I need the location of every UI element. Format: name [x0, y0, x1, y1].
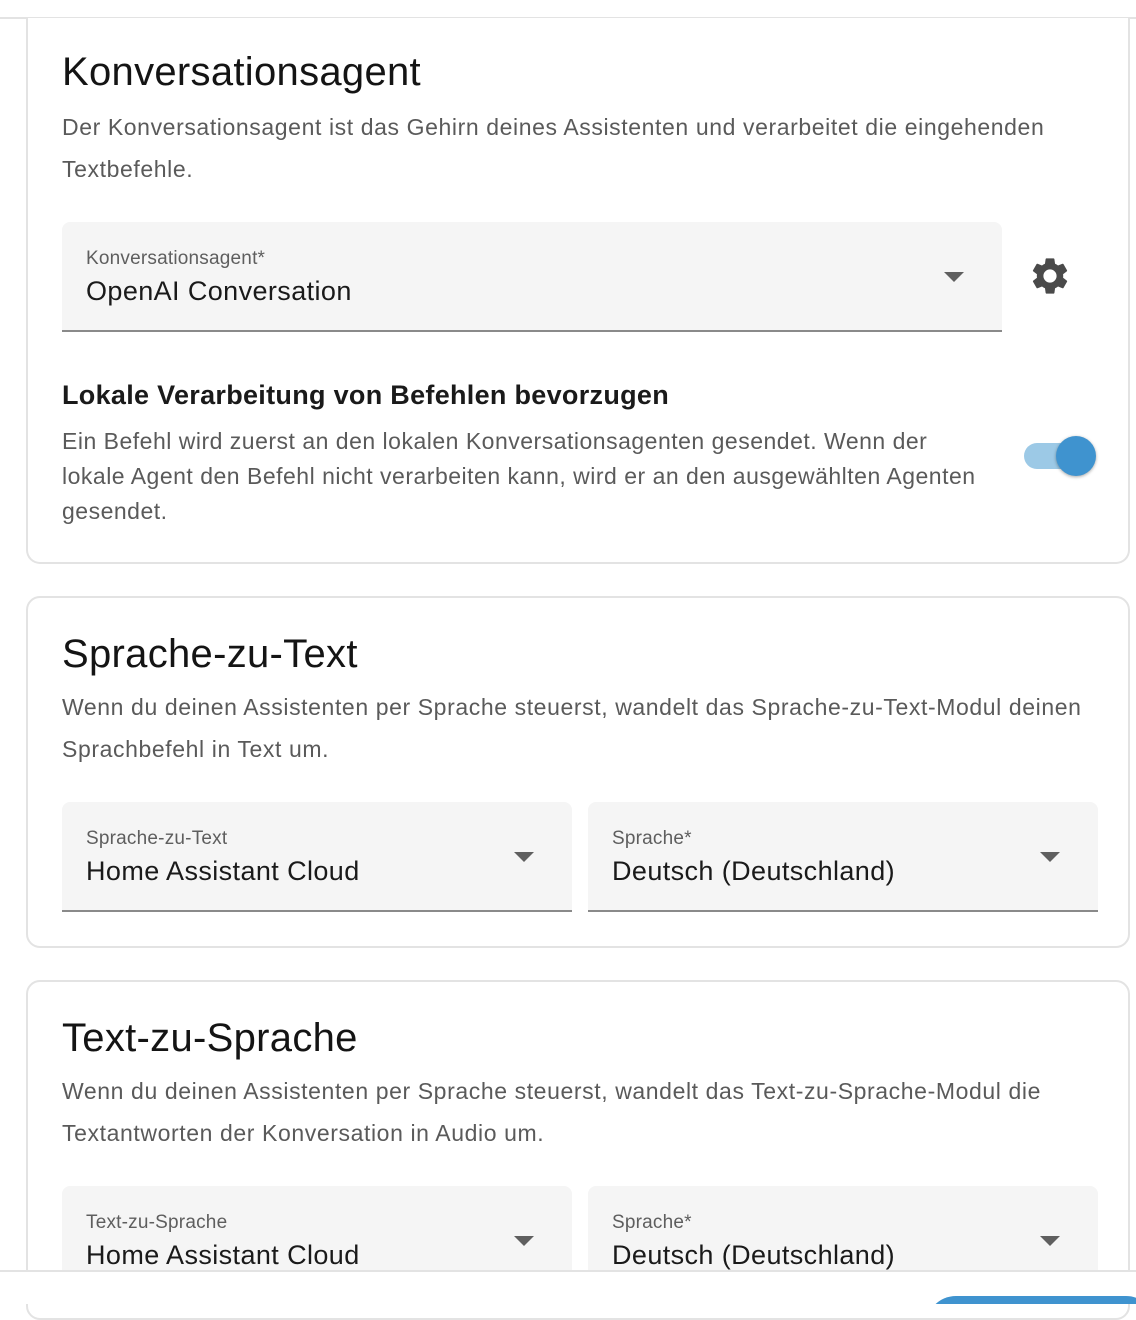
conversation-agent-title: Konversationsagent	[62, 50, 421, 94]
speech-to-text-language-value: Deutsch (Deutschland)	[612, 856, 896, 886]
speech-to-text-language-label: Sprache*	[612, 828, 692, 849]
speech-to-text-title: Sprache-zu-Text	[62, 632, 358, 676]
gear-icon[interactable]	[1028, 254, 1072, 298]
primary-action-button[interactable]	[926, 1296, 1136, 1304]
speech-to-text-description: Wenn du deinen Assistenten per Sprache steuerst, wandelt das Sprache-zu-Text-Modul deinen Sprachbefehl in Text um.	[62, 694, 1082, 762]
conversation-agent-select[interactable]	[62, 222, 1002, 332]
chevron-down-icon	[1040, 1236, 1060, 1246]
conversation-agent-card	[26, 18, 1130, 564]
conversation-agent-select-value: OpenAI Conversation	[86, 276, 352, 306]
text-to-speech-card	[26, 980, 1130, 1320]
speech-to-text-card	[26, 596, 1130, 948]
speech-to-text-engine-value: Home Assistant Cloud	[86, 856, 360, 886]
conversation-agent-description: Der Konversationsagent ist das Gehirn deines Assistenten und verarbeitet die eingehenden Textbefehle.	[62, 114, 1045, 182]
chevron-down-icon	[944, 272, 964, 282]
text-to-speech-engine-label: Text-zu-Sprache	[86, 1212, 228, 1233]
prefer-local-description: Ein Befehl wird zuerst an den lokalen Konversationsagenten gesendet. Wenn der lokale Agent den Befehl nicht verarbeiten kann, wird er an den ausgewählten Agenten gesendet.	[62, 428, 976, 524]
text-to-speech-language-value: Deutsch (Deutschland)	[612, 1240, 896, 1270]
top-divider	[0, 0, 1136, 19]
conversation-agent-select-label: Konversationsagent*	[86, 248, 266, 269]
speech-to-text-engine-select[interactable]	[62, 802, 572, 912]
chevron-down-icon	[514, 1236, 534, 1246]
text-to-speech-title: Text-zu-Sprache	[62, 1016, 358, 1060]
toggle-thumb	[1056, 436, 1096, 476]
chevron-down-icon	[1040, 852, 1060, 862]
prefer-local-title: Lokale Verarbeitung von Befehlen bevorzugen	[62, 380, 670, 410]
text-to-speech-description: Wenn du deinen Assistenten per Sprache steuerst, wandelt das Text-zu-Sprache-Modul die Textantworten der Konversation in Audio um.	[62, 1078, 1041, 1146]
speech-to-text-engine-label: Sprache-zu-Text	[86, 828, 228, 849]
text-to-speech-language-label: Sprache*	[612, 1212, 692, 1233]
chevron-down-icon	[514, 852, 534, 862]
prefer-local-toggle[interactable]	[1024, 436, 1098, 476]
speech-to-text-language-select[interactable]	[588, 802, 1098, 912]
dialog-actions-bar	[0, 1270, 1136, 1304]
text-to-speech-engine-value: Home Assistant Cloud	[86, 1240, 360, 1270]
